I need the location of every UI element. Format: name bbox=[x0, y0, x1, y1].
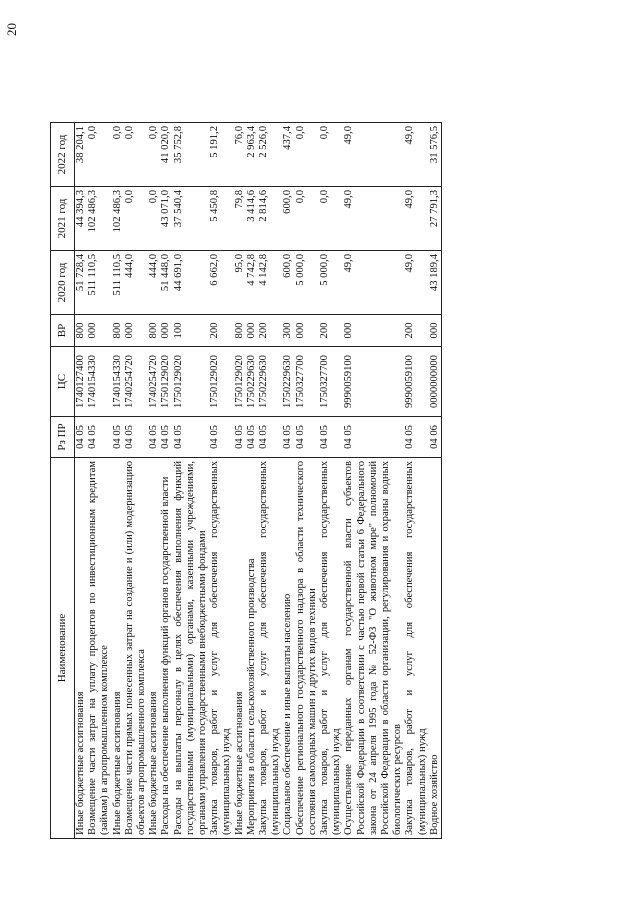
table-row bbox=[160, 123, 172, 839]
cell-vr bbox=[343, 315, 404, 347]
cell-2022-value: 0,0 bbox=[294, 126, 306, 140]
cell-rz-pr-value: 04 05 bbox=[160, 425, 172, 449]
cell-2022 bbox=[258, 123, 282, 187]
cell-2022 bbox=[160, 123, 172, 187]
cell-rz-pr-value: 04 06 bbox=[428, 425, 440, 449]
cell-cs bbox=[282, 347, 294, 417]
cell-cs-value: 1740254720 bbox=[148, 355, 160, 408]
cell-name: Иные бюджетные ассигнования bbox=[75, 458, 88, 839]
cell-2022-value: 0,0 bbox=[319, 126, 331, 140]
cell-2020 bbox=[124, 251, 148, 315]
cell-vr-value: 000 bbox=[245, 322, 257, 339]
cell-2021-value: 0,0 bbox=[148, 190, 160, 204]
cell-2021-value: 37 540,4 bbox=[172, 190, 184, 228]
cell-2021 bbox=[295, 187, 319, 251]
cell-rz-pr-value: 04 05 bbox=[75, 425, 86, 449]
header-2020: 2020 год bbox=[51, 251, 75, 315]
cell-vr-value: 100 bbox=[172, 322, 184, 339]
cell-cs bbox=[404, 347, 428, 417]
cell-2021 bbox=[160, 187, 172, 251]
cell-2020-value: 511 110,5 bbox=[87, 254, 99, 296]
table-row bbox=[209, 123, 233, 839]
header-name: Наименование bbox=[51, 458, 75, 839]
cell-rz-pr-value: 04 05 bbox=[148, 425, 160, 449]
cell-rz-pr bbox=[319, 417, 343, 458]
cell-vr-value: 800 bbox=[148, 322, 160, 339]
cell-2022-value: 31 576,5 bbox=[428, 126, 440, 164]
cell-vr-value: 200 bbox=[404, 322, 416, 339]
cell-rz-pr-value: 04 05 bbox=[111, 425, 123, 449]
cell-cs-value: 1750327700 bbox=[319, 355, 331, 408]
cell-2022-value: 2 963,4 bbox=[245, 126, 257, 158]
cell-2020-value: 6 662,0 bbox=[209, 254, 221, 286]
cell-2021-value: 0,0 bbox=[319, 190, 331, 204]
cell-2022 bbox=[295, 123, 319, 187]
cell-cs bbox=[75, 347, 88, 417]
cell-2020-value: 49,0 bbox=[343, 254, 355, 273]
table-row bbox=[148, 123, 160, 839]
cell-rz-pr-value: 04 05 bbox=[319, 425, 331, 449]
cell-rz-pr-value: 04 05 bbox=[233, 425, 245, 449]
cell-cs-value: 1750229630 bbox=[282, 355, 294, 408]
cell-2022 bbox=[343, 123, 404, 187]
cell-2021 bbox=[75, 187, 88, 251]
cell-2022-value: 49,0 bbox=[343, 126, 355, 145]
cell-2020 bbox=[343, 251, 404, 315]
cell-cs bbox=[112, 347, 124, 417]
cell-2021-value: 44 394,3 bbox=[75, 190, 86, 228]
cell-cs bbox=[429, 347, 442, 417]
table-row bbox=[429, 123, 442, 839]
table-body bbox=[75, 123, 442, 839]
cell-2021-value: 0,0 bbox=[294, 190, 306, 204]
header-cs: ЦС bbox=[51, 347, 75, 417]
cell-2022-value: 2 526,0 bbox=[258, 126, 270, 158]
cell-rz-pr bbox=[258, 417, 282, 458]
cell-2021 bbox=[246, 187, 258, 251]
cell-rz-pr-value: 04 05 bbox=[123, 425, 135, 449]
cell-2022 bbox=[148, 123, 160, 187]
cell-rz-pr bbox=[234, 417, 246, 458]
cell-name: Иные бюджетные ассигнования bbox=[234, 458, 246, 839]
cell-cs-value: 9990059100 bbox=[404, 355, 416, 408]
table-row bbox=[295, 123, 319, 839]
cell-cs bbox=[295, 347, 319, 417]
cell-2021-value: 102 486,3 bbox=[87, 190, 99, 233]
cell-2021 bbox=[173, 187, 210, 251]
cell-2020 bbox=[160, 251, 172, 315]
cell-rz-pr-value: 04 05 bbox=[404, 425, 416, 449]
cell-2022 bbox=[75, 123, 88, 187]
cell-rz-pr-value: 04 05 bbox=[87, 425, 99, 449]
cell-2021 bbox=[209, 187, 233, 251]
budget-table bbox=[50, 122, 442, 839]
cell-2021-value: 102 486,3 bbox=[111, 190, 123, 233]
cell-vr bbox=[246, 315, 258, 347]
cell-rz-pr-value: 04 05 bbox=[282, 425, 294, 449]
cell-2021 bbox=[404, 187, 428, 251]
cell-2020 bbox=[429, 251, 442, 315]
cell-rz-pr-value: 04 05 bbox=[294, 425, 306, 449]
cell-2020 bbox=[87, 251, 111, 315]
cell-name: Закупка товаров, работ и услуг для обеспечения государственных (муниципальных) нужд bbox=[209, 458, 233, 839]
cell-vr bbox=[112, 315, 124, 347]
cell-cs-value: 9990059100 bbox=[343, 355, 355, 408]
cell-cs-value: 1750129020 bbox=[233, 355, 245, 408]
cell-vr-value: 000 bbox=[428, 322, 440, 339]
cell-vr-value: 000 bbox=[87, 322, 99, 339]
cell-name: Возмещение части затрат на уплату процентов по инвестиционным кредитам (займам) в агропромышленном комплексе bbox=[87, 458, 111, 839]
cell-2022 bbox=[246, 123, 258, 187]
page-number: 20 bbox=[4, 23, 19, 36]
cell-2020-value: 600,0 bbox=[282, 254, 294, 278]
cell-2020-value: 5 000,0 bbox=[294, 254, 306, 286]
cell-cs bbox=[209, 347, 233, 417]
cell-name: Иные бюджетные ассигнования bbox=[112, 458, 124, 839]
cell-vr-value: 000 bbox=[343, 322, 355, 339]
cell-2021-value: 600,0 bbox=[282, 190, 294, 214]
cell-2020 bbox=[295, 251, 319, 315]
cell-2020-value: 44 691,0 bbox=[172, 254, 184, 292]
cell-vr bbox=[124, 315, 148, 347]
cell-cs-value: 1750229630 bbox=[245, 355, 257, 408]
cell-name: Закупка товаров, работ и услуг для обеспечения государственных (муниципальных) нужд bbox=[319, 458, 343, 839]
table-row bbox=[234, 123, 246, 839]
cell-cs-value: 1750327700 bbox=[294, 355, 306, 408]
cell-rz-pr-value: 04 05 bbox=[172, 425, 184, 449]
cell-2021-value: 2 814,6 bbox=[258, 190, 270, 222]
cell-vr-value: 800 bbox=[75, 322, 86, 339]
cell-2021 bbox=[234, 187, 246, 251]
table-row bbox=[124, 123, 148, 839]
cell-cs bbox=[160, 347, 172, 417]
cell-2021-value: 0,0 bbox=[123, 190, 135, 204]
cell-2020 bbox=[258, 251, 282, 315]
cell-vr bbox=[209, 315, 233, 347]
cell-2021 bbox=[258, 187, 282, 251]
cell-cs-value: 1740254720 bbox=[123, 355, 135, 408]
header-2022: 2022 год bbox=[51, 123, 75, 187]
cell-name: Возмещение части прямых понесенных затрат на создание и (или) модернизацию объектов агропромышленного комплекса bbox=[124, 458, 148, 839]
cell-rz-pr-value: 04 05 bbox=[343, 425, 355, 449]
header-row bbox=[51, 123, 75, 839]
cell-vr bbox=[75, 315, 88, 347]
cell-cs bbox=[124, 347, 148, 417]
cell-2022 bbox=[124, 123, 148, 187]
cell-2020-value: 49,0 bbox=[404, 254, 416, 273]
cell-vr-value: 200 bbox=[258, 322, 270, 339]
cell-2020 bbox=[209, 251, 233, 315]
cell-cs-value: 1750129020 bbox=[172, 355, 184, 408]
cell-2021 bbox=[343, 187, 404, 251]
cell-rz-pr-value: 04 05 bbox=[245, 425, 257, 449]
cell-name: Закупка товаров, работ и услуг для обеспечения государственных (муниципальных) нужд bbox=[404, 458, 428, 839]
cell-vr bbox=[295, 315, 319, 347]
cell-2021 bbox=[319, 187, 343, 251]
cell-2022-value: 0,0 bbox=[111, 126, 123, 140]
table-row bbox=[246, 123, 258, 839]
cell-2020 bbox=[246, 251, 258, 315]
cell-2021-value: 43 071,0 bbox=[160, 190, 172, 228]
cell-2020-value: 511 110,5 bbox=[111, 254, 123, 296]
cell-2021-value: 49,0 bbox=[404, 190, 416, 209]
cell-2022 bbox=[404, 123, 428, 187]
cell-rz-pr bbox=[124, 417, 148, 458]
cell-2020 bbox=[112, 251, 124, 315]
cell-2022 bbox=[429, 123, 442, 187]
cell-2021 bbox=[124, 187, 148, 251]
cell-rz-pr bbox=[429, 417, 442, 458]
cell-vr bbox=[160, 315, 172, 347]
cell-rz-pr bbox=[173, 417, 210, 458]
cell-2021 bbox=[429, 187, 442, 251]
cell-2021 bbox=[148, 187, 160, 251]
cell-2020 bbox=[173, 251, 210, 315]
cell-cs bbox=[343, 347, 404, 417]
cell-2022-value: 38 204,1 bbox=[75, 126, 86, 164]
table-row bbox=[319, 123, 343, 839]
cell-2022-value: 76,0 bbox=[233, 126, 245, 145]
cell-2022 bbox=[282, 123, 294, 187]
cell-2020-value: 51 448,0 bbox=[160, 254, 172, 292]
cell-rz-pr bbox=[209, 417, 233, 458]
cell-cs bbox=[246, 347, 258, 417]
cell-2020 bbox=[282, 251, 294, 315]
cell-name: Мероприятия в области сельскохозяйственного производства bbox=[246, 458, 258, 839]
cell-vr-value: 200 bbox=[319, 322, 331, 339]
table-row bbox=[258, 123, 282, 839]
cell-cs-value: 1740127400 bbox=[75, 355, 86, 408]
cell-2020-value: 51 728,4 bbox=[75, 254, 86, 292]
cell-name: Осуществление переданных органам государственной власти субъектов Российской Федерации в соответствии с частью первой статьи 6 Федерального закона от 24 апреля 1995 года № 52-ФЗ "О животном мире" полномочий Российской Федерации в области организации, регулирования и охраны водных биологических ресурсов bbox=[343, 458, 404, 839]
cell-2021 bbox=[112, 187, 124, 251]
cell-vr-value: 000 bbox=[294, 322, 306, 339]
cell-name: Обеспечение регионального государственного надзора в области технического состояния самоходных машин и других видов техники bbox=[295, 458, 319, 839]
cell-2021-value: 3 414,6 bbox=[245, 190, 257, 222]
cell-2020-value: 444,0 bbox=[148, 254, 160, 278]
cell-2020 bbox=[404, 251, 428, 315]
cell-rz-pr bbox=[295, 417, 319, 458]
cell-2022-value: 5 191,2 bbox=[209, 126, 221, 158]
cell-vr-value: 800 bbox=[233, 322, 245, 339]
table-row bbox=[173, 123, 210, 839]
table-row bbox=[343, 123, 404, 839]
cell-2020 bbox=[319, 251, 343, 315]
cell-2020 bbox=[148, 251, 160, 315]
cell-2022 bbox=[87, 123, 111, 187]
cell-rz-pr bbox=[404, 417, 428, 458]
cell-2022-value: 0,0 bbox=[148, 126, 160, 140]
cell-vr bbox=[148, 315, 160, 347]
cell-2020-value: 5 000,0 bbox=[319, 254, 331, 286]
cell-rz-pr bbox=[148, 417, 160, 458]
cell-2022 bbox=[173, 123, 210, 187]
cell-rz-pr bbox=[160, 417, 172, 458]
cell-rz-pr bbox=[246, 417, 258, 458]
cell-2022 bbox=[112, 123, 124, 187]
cell-cs-value: 1740154330 bbox=[87, 355, 99, 408]
cell-2021 bbox=[282, 187, 294, 251]
header-2021: 2021 год bbox=[51, 187, 75, 251]
cell-vr bbox=[234, 315, 246, 347]
cell-cs bbox=[258, 347, 282, 417]
cell-vr bbox=[87, 315, 111, 347]
cell-vr bbox=[258, 315, 282, 347]
cell-2022-value: 437,4 bbox=[282, 126, 294, 150]
cell-2021-value: 5 450,8 bbox=[209, 190, 221, 222]
cell-name: Закупка товаров, работ и услуг для обеспечения государственных (муниципальных) нужд bbox=[258, 458, 282, 839]
cell-2022 bbox=[319, 123, 343, 187]
cell-2022 bbox=[209, 123, 233, 187]
cell-name: Расходы на обеспечение выполнения функций органов государственной власти bbox=[160, 458, 172, 839]
table-row bbox=[87, 123, 111, 839]
cell-vr bbox=[173, 315, 210, 347]
table-row bbox=[404, 123, 428, 839]
cell-2020-value: 4 142,8 bbox=[258, 254, 270, 286]
cell-vr-value: 000 bbox=[123, 322, 135, 339]
cell-2021-value: 79,8 bbox=[233, 190, 245, 209]
table-row bbox=[282, 123, 294, 839]
cell-vr-value: 300 bbox=[282, 322, 294, 339]
table-row bbox=[112, 123, 124, 839]
cell-rz-pr bbox=[112, 417, 124, 458]
cell-cs-value: 1750129020 bbox=[160, 355, 172, 408]
cell-cs-value: 1750129020 bbox=[209, 355, 221, 408]
cell-2022-value: 0,0 bbox=[123, 126, 135, 140]
cell-vr-value: 000 bbox=[160, 322, 172, 339]
cell-vr bbox=[282, 315, 294, 347]
table-row bbox=[75, 123, 88, 839]
cell-2020 bbox=[75, 251, 88, 315]
cell-cs bbox=[319, 347, 343, 417]
cell-2022-value: 41 020,0 bbox=[160, 126, 172, 164]
cell-2022-value: 49,0 bbox=[404, 126, 416, 145]
cell-rz-pr bbox=[343, 417, 404, 458]
header-vr: ВР bbox=[51, 315, 75, 347]
cell-vr bbox=[404, 315, 428, 347]
cell-name: Расходы на выплаты персоналу в целях обеспечения выполнения функций государственными (муниципальными) органами, казенными учреждениями, органами управления государственными внебюджетными фондами bbox=[173, 458, 210, 839]
cell-name: Социальное обеспечение и иные выплаты населению bbox=[282, 458, 294, 839]
cell-2022-value: 35 752,8 bbox=[172, 126, 184, 164]
cell-2021 bbox=[87, 187, 111, 251]
cell-cs-value: 1740154330 bbox=[111, 355, 123, 408]
cell-name: Иные бюджетные ассигнования bbox=[148, 458, 160, 839]
cell-rz-pr bbox=[75, 417, 88, 458]
cell-cs bbox=[148, 347, 160, 417]
cell-cs-value: 1750229630 bbox=[258, 355, 270, 408]
cell-2022-value: 0,0 bbox=[87, 126, 99, 140]
cell-cs-value: 0000000000 bbox=[428, 355, 440, 408]
cell-vr bbox=[319, 315, 343, 347]
cell-vr bbox=[429, 315, 442, 347]
cell-cs bbox=[173, 347, 210, 417]
cell-2022 bbox=[234, 123, 246, 187]
cell-2020 bbox=[234, 251, 246, 315]
cell-cs bbox=[234, 347, 246, 417]
cell-cs bbox=[87, 347, 111, 417]
cell-2020-value: 444,0 bbox=[123, 254, 135, 278]
header-rz-pr: Рз ПР bbox=[51, 417, 75, 458]
cell-2021-value: 27 791,3 bbox=[428, 190, 440, 228]
cell-vr-value: 800 bbox=[111, 322, 123, 339]
cell-2020-value: 95,0 bbox=[233, 254, 245, 273]
cell-rz-pr bbox=[87, 417, 111, 458]
cell-rz-pr bbox=[282, 417, 294, 458]
cell-name: Водное хозяйство bbox=[429, 458, 442, 839]
cell-vr-value: 200 bbox=[209, 322, 221, 339]
cell-rz-pr-value: 04 05 bbox=[258, 425, 270, 449]
cell-2020-value: 43 189,4 bbox=[428, 254, 440, 292]
cell-2020-value: 4 742,8 bbox=[245, 254, 257, 286]
cell-2021-value: 49,0 bbox=[343, 190, 355, 209]
cell-rz-pr-value: 04 05 bbox=[209, 425, 221, 449]
